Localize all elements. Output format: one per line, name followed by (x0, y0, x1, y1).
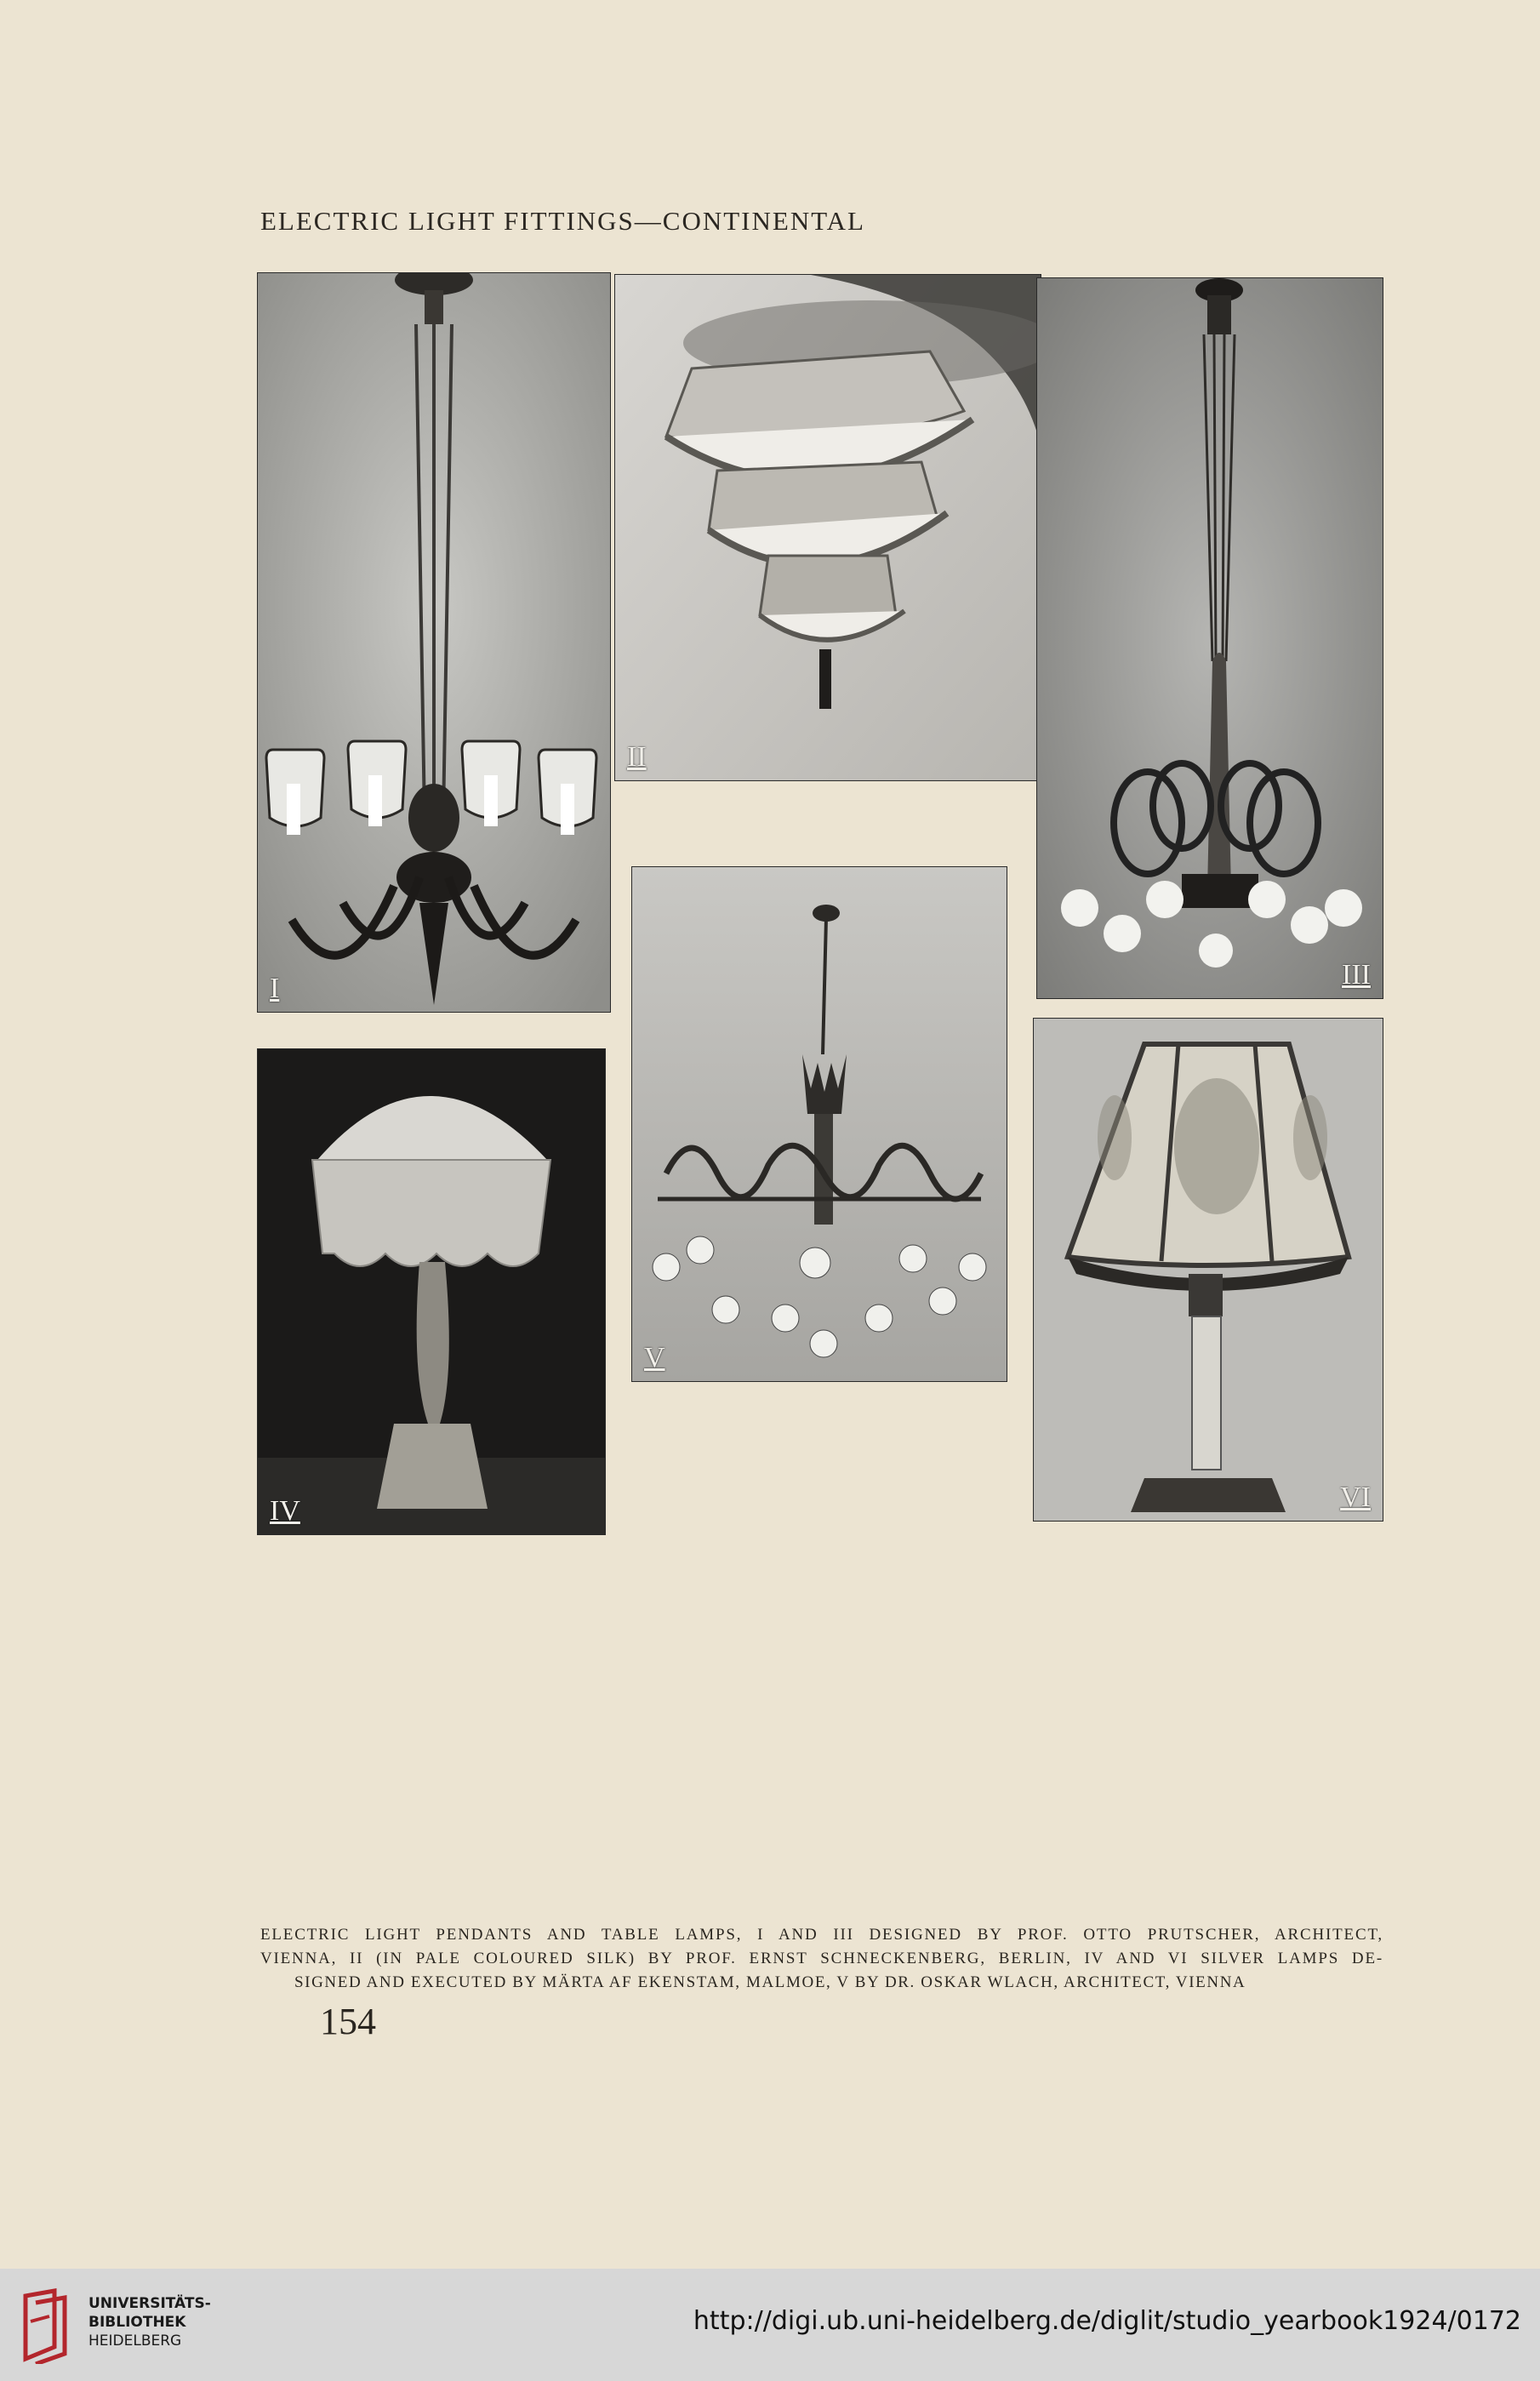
zigzag-chandelier-photo (632, 867, 1007, 1381)
university-library-logo-icon (20, 2287, 73, 2364)
painted-shade-lamp-photo (1034, 1019, 1383, 1521)
plate-numeral: VI (1340, 1482, 1371, 1513)
digitization-footer (0, 2269, 1540, 2381)
plate-numeral: IV (270, 1495, 300, 1527)
plate-caption (260, 1923, 1383, 1995)
chain-pendant-photo (1037, 278, 1383, 998)
photo-plate-v (631, 866, 1007, 1382)
caption-line: SIGNED AND EXECUTED BY MÄRTA AF EKENSTAM, MALMOE, V BY DR. OSKAR WLACH, ARCHITECT, VIENNA (294, 1973, 1246, 1991)
photo-plate-iii (1036, 277, 1383, 999)
page-heading: ELECTRIC LIGHT FITTINGS—CONTINENTAL (260, 206, 865, 236)
chandelier-photo (258, 273, 610, 1012)
photo-plate-i (257, 272, 611, 1013)
plate-numeral: V (644, 1342, 665, 1373)
photo-plate-vi (1033, 1018, 1383, 1522)
page-number: 154 (320, 2001, 376, 2042)
caption-line: ELECTRIC LIGHT PENDANTS AND TABLE LAMPS, I AND III DESIGNED BY PROF. OTTO PRUTSCHER, ARCHITECT, (260, 1926, 1383, 1944)
plate-numeral: II (627, 741, 647, 773)
silk-ceiling-light-photo (615, 275, 1041, 780)
photo-plate-iv (257, 1048, 606, 1535)
fringed-table-lamp-photo (258, 1049, 605, 1534)
source-url-link[interactable]: http://digi.ub.uni-heidelberg.de/diglit/studio_yearbook1924/0172 (693, 2306, 1521, 2336)
plate-numeral: I (270, 973, 280, 1004)
caption-line: VIENNA, II (IN PALE COLOURED SILK) BY PROF. ERNST SCHNECKENBERG, BERLIN, IV AND VI SILVER LAMPS DE- (260, 1950, 1383, 1967)
photo-plate-ii (614, 274, 1041, 781)
plate-numeral: III (1342, 959, 1371, 991)
library-name: UNIVERSITÄTS- BIBLIOTHEK HEIDELBERG (88, 2295, 211, 2350)
